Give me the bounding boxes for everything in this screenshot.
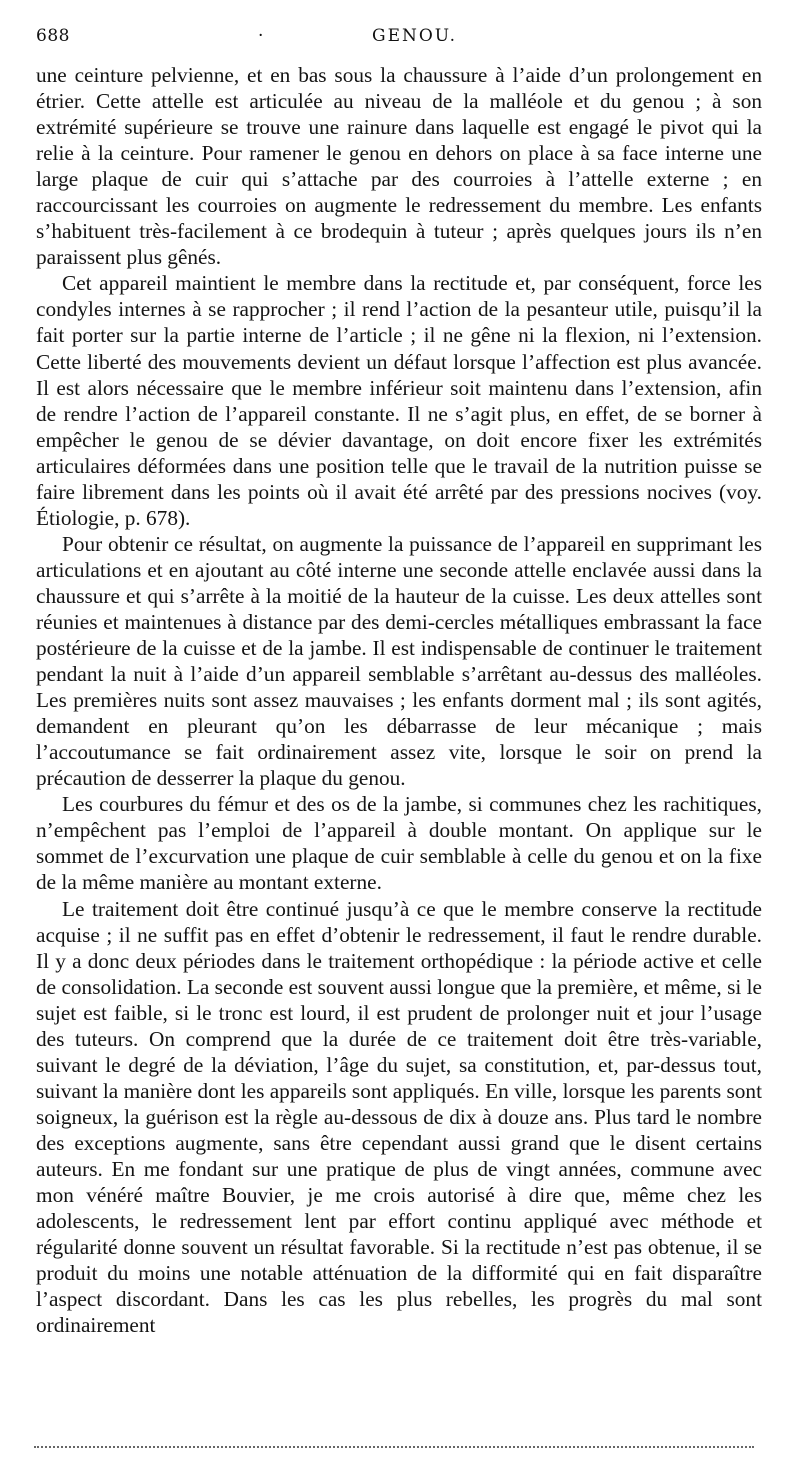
- paragraph-1: une ceinture pelvienne, et en bas sous la chaussure à l’aide d’un prolongement en étrier. Cette attelle est articulée au niveau de la malléole et du genou ; à son extrémité supérieure se trouve une rainure dans laquelle est engagé le pivot qui la relie à la ceinture. Pour ramener le genou en dehors on place à sa face interne une large plaque de cuir qui s’attache par des courroies à l’attelle externe ; en raccourcissant les courroies on augmente le redressement du membre. Les enfants s’habituent très-facilement à ce brodequin à tuteur ; après quelques jours ils n’en paraissent plus gênés.: [36, 63, 762, 270]
- header-dot: ·: [258, 26, 264, 46]
- running-title: GENOU.: [372, 26, 457, 46]
- footer-dotted-rule: [34, 1446, 754, 1448]
- page-body: [36, 62, 762, 1338]
- paragraph-2: Cet appareil maintient le membre dans la rectitude et, par conséquent, force les condyles internes à se rapprocher ; il rend l’action de la pesanteur utile, puisqu’il la fait porter sur la partie interne de l’article ; il ne gêne ni la flexion, ni l’extension. Cette liberté des mouvements devient un défaut lorsque l’affection est plus avancée. Il est alors nécessaire que le membre inférieur soit maintenu dans l’extension, afin de rendre l’action de l’appareil constante. Il ne s’agit plus, en effet, de se borner à empêcher le genou de se dévier davantage, on doit encore fixer les extrémités articulaires déformées dans une position telle que le travail de la nutrition puisse se faire librement dans les points où il avait été arrêté par des pressions nocives (voy. Étiologie, p. 678).: [36, 271, 762, 530]
- paragraph-5: Le traitement doit être continué jusqu’à ce que le membre conserve la rectitude acquise ; il ne suffit pas en effet d’obtenir le redressement, il faut le rendre durable. Il y a donc deux périodes dans le traitement orthopédique : la période active et celle de consolidation. La seconde est souvent aussi longue que la première, et même, si le sujet est faible, si le tronc est lourd, il est prudent de prolonger nuit et jour l’usage des tuteurs. On comprend que la durée de ce traitement doit être très-variable, suivant le degré de la déviation, l’âge du sujet, sa constitution, et, par-dessus tout, suivant la manière dont les appareils sont appliqués. En ville, lorsque les parents sont soigneux, la guérison est la règle au-dessous de dix à douze ans. Plus tard le nombre des exceptions augmente, sans être cependant aussi grand que le disent certains auteurs. En me fondant sur une pratique de plus de vingt années, commune avec mon vénéré maître Bouvier, je me crois autorisé à dire que, même chez les adolescents, le redressement lent par effort continu appliqué avec méthode et régularité donne souvent un résultat favorable. Si la rectitude n’est pas obtenue, il se produit du moins une notable atténuation de la difformité qui en fait disparaître l’aspect discordant. Dans les cas les plus rebelles, les progrès du mal sont ordinairement: [36, 896, 762, 1338]
- page-number: 688: [36, 26, 70, 46]
- paragraph-3: Pour obtenir ce résultat, on augmente la puissance de l’appareil en supprimant les articulations et en ajoutant au côté interne une seconde attelle enclavée aussi dans la chaussure et qui s’arrête à la moitié de la hauteur de la cuisse. Les deux attelles sont réunies et maintenues à distance par des demi-cercles métalliques embrassant la face postérieure de la cuisse et de la jambe. Il est indispensable de continuer le traitement pendant la nuit à l’aide d’un appareil semblable s’arrêtant au-dessus des malléoles. Les premières nuits sont assez mauvaises ; les enfants dorment mal ; ils sont agités, demandent en pleurant qu’on les débarrasse de leur mécanique ; mais l’accoutumance se fait ordinairement assez vite, lorsque le soir on prend la précaution de desserrer la plaque du genou.: [36, 531, 762, 791]
- page-header: [36, 26, 760, 52]
- paragraph-4: Les courbures du fémur et des os de la jambe, si communes chez les rachitiques, n’empêchent pas l’emploi de l’appareil à double montant. On applique sur le sommet de l’excurvation une plaque de cuir semblable à celle du genou et on la fixe de la même manière au montant externe.: [36, 792, 762, 895]
